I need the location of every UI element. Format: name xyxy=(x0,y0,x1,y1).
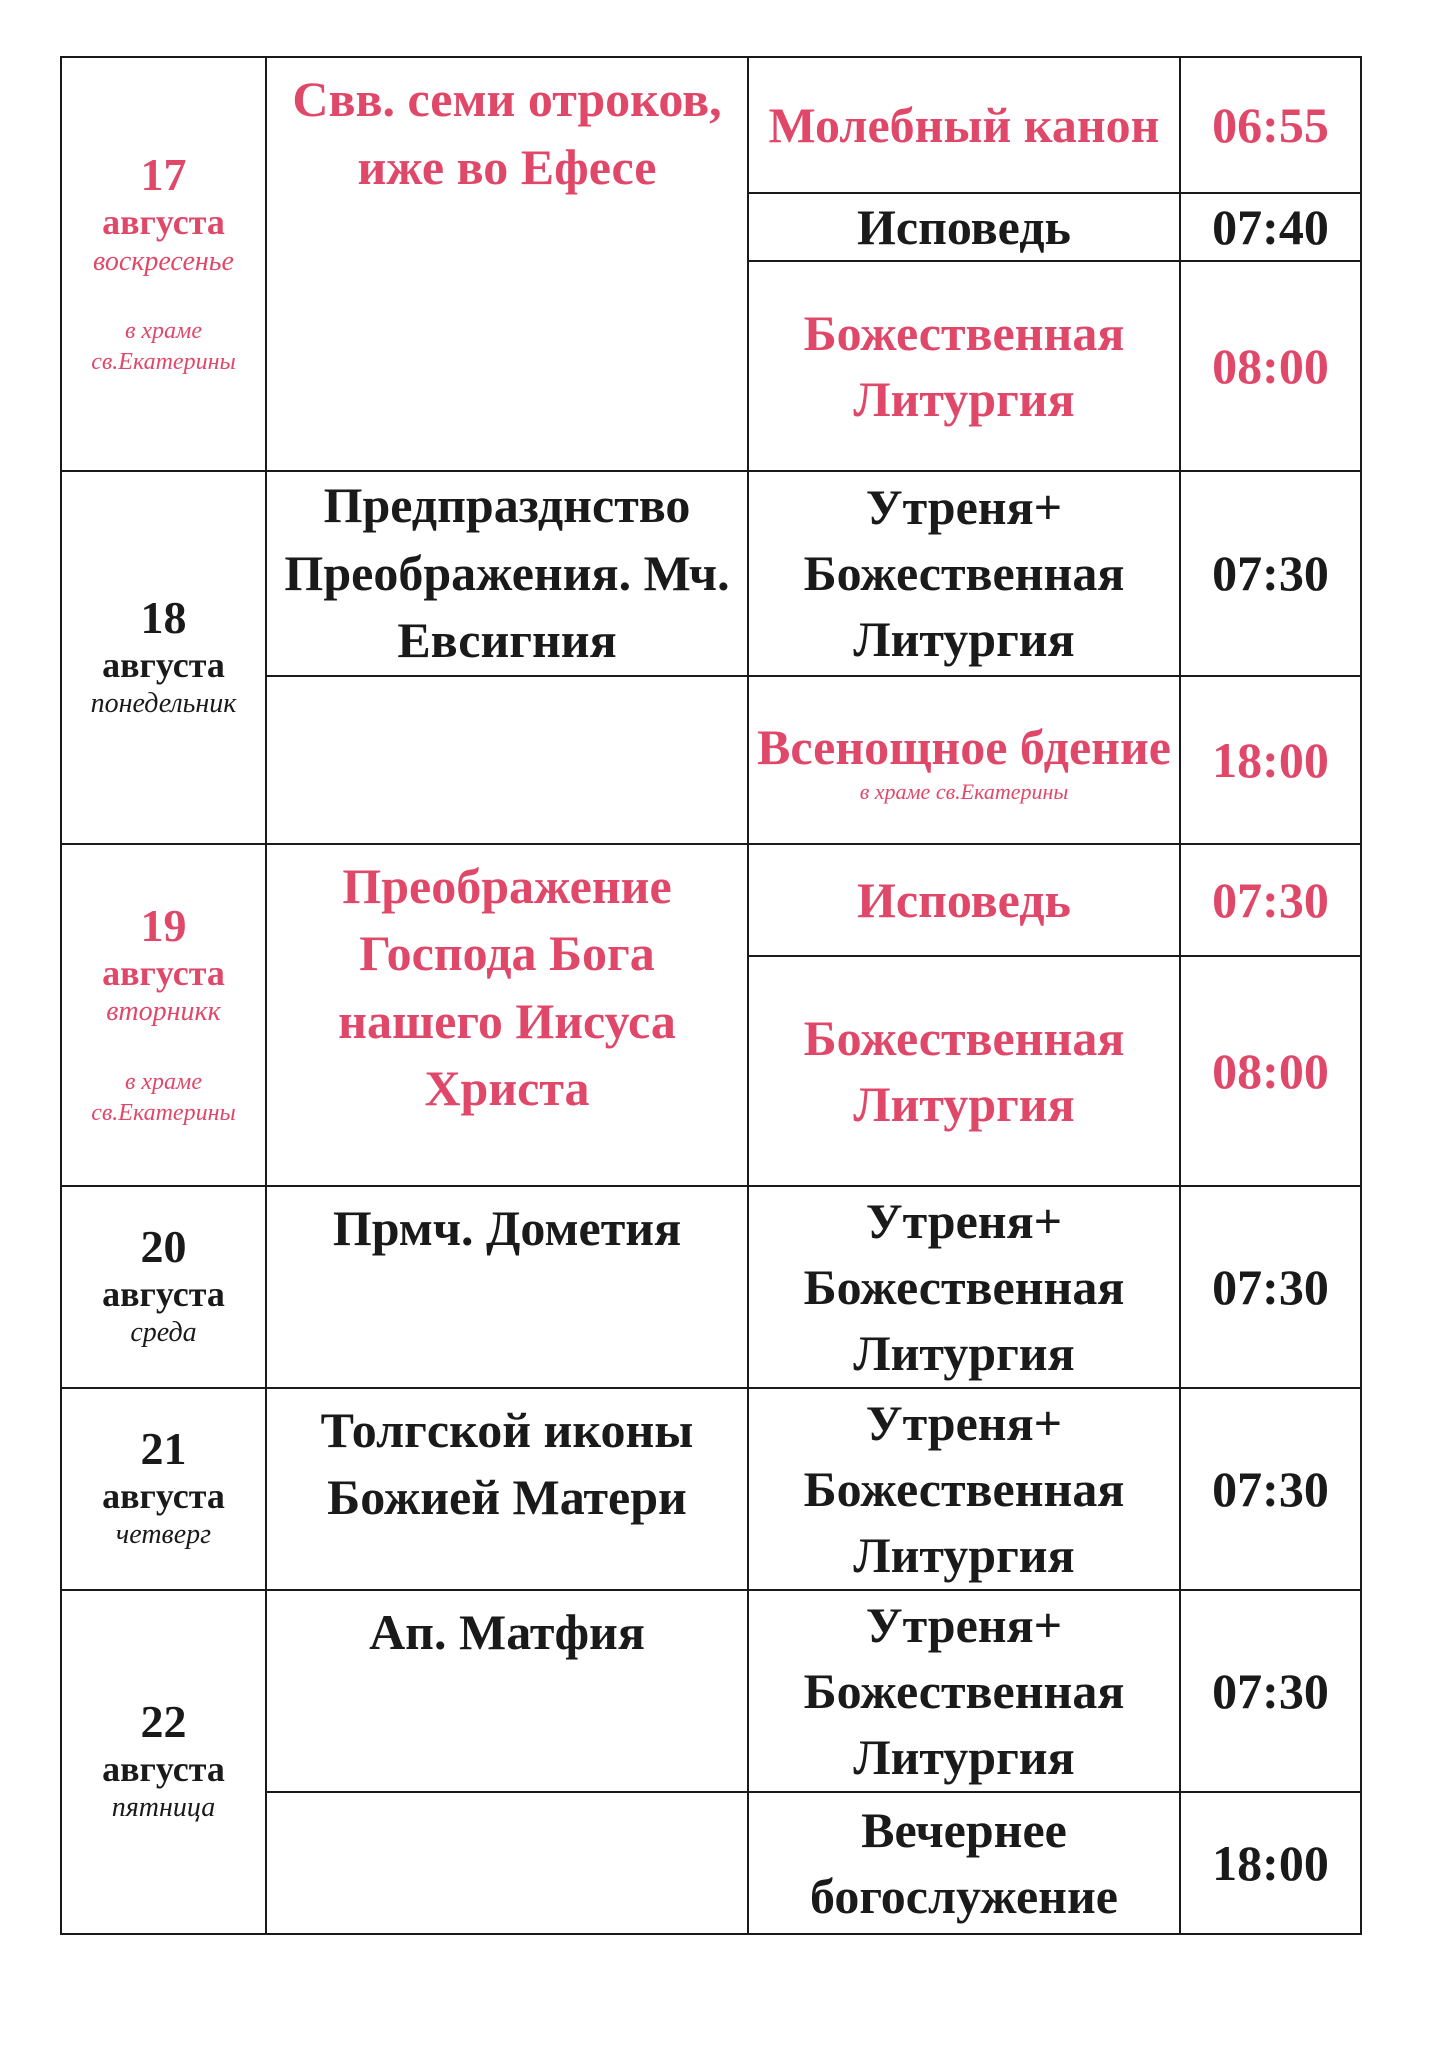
day-number: 19 xyxy=(140,899,187,951)
service-time: 18:00 xyxy=(1212,731,1329,788)
date-cell xyxy=(61,1388,266,1590)
day-number: 22 xyxy=(140,1696,187,1748)
time-cell xyxy=(1180,1186,1361,1388)
schedule-table xyxy=(60,56,1362,1935)
location-note: в храме св.Екатерины xyxy=(91,1068,236,1126)
day-number: 21 xyxy=(140,1423,187,1475)
time-cell xyxy=(1180,471,1361,676)
month-label: августа xyxy=(102,1274,225,1315)
time-cell xyxy=(1180,261,1361,471)
day-number: 17 xyxy=(140,149,187,201)
time-cell xyxy=(1180,1792,1361,1934)
weekday-label: пятница xyxy=(111,1792,216,1824)
service-cell xyxy=(748,1186,1180,1388)
service-name: Божественная Литургия xyxy=(803,305,1125,427)
time-cell xyxy=(1180,844,1361,956)
time-cell xyxy=(1180,193,1361,261)
service-name: Утреня+ Божественная Литургия xyxy=(803,479,1125,668)
time-cell xyxy=(1180,1590,1361,1792)
table-row xyxy=(61,57,1361,193)
service-name: Утреня+ Божественная Литургия xyxy=(803,1192,1125,1381)
service-time: 07:30 xyxy=(1212,871,1329,928)
weekday-label: понедельник xyxy=(90,688,237,720)
table-row xyxy=(61,1186,1361,1388)
weekday-label: вторникк xyxy=(106,996,221,1028)
service-cell xyxy=(748,1590,1180,1792)
service-name: Утреня+ Божественная Литургия xyxy=(803,1394,1125,1583)
feast-cell-empty xyxy=(266,1792,748,1934)
service-cell xyxy=(748,57,1180,193)
service-cell xyxy=(748,471,1180,676)
feast-cell xyxy=(266,1186,748,1388)
feast-title: Свв. семи отроков, иже во Ефесе xyxy=(292,71,722,195)
weekday-label: воскресенье xyxy=(93,245,234,277)
service-time: 06:55 xyxy=(1212,97,1329,153)
table-row xyxy=(61,1590,1361,1792)
service-time: 08:00 xyxy=(1212,338,1329,394)
date-cell xyxy=(61,844,266,1186)
service-time: 07:30 xyxy=(1212,1258,1329,1315)
service-name: Всенощное бдение xyxy=(757,719,1171,776)
month-label: августа xyxy=(102,1749,225,1790)
feast-cell xyxy=(266,1590,748,1792)
weekday-label: среда xyxy=(130,1317,197,1349)
service-name: Божественная Литургия xyxy=(803,1009,1125,1132)
date-cell xyxy=(61,57,266,471)
date-cell xyxy=(61,471,266,844)
location-note: в храме св.Екатерины xyxy=(91,318,236,376)
service-cell xyxy=(748,956,1180,1186)
service-cell xyxy=(748,261,1180,471)
weekday-label: четверг xyxy=(115,1519,212,1551)
service-name: Исповедь xyxy=(857,199,1071,255)
service-name: Вечернее богослужение xyxy=(810,1801,1118,1924)
day-number: 18 xyxy=(140,591,187,643)
time-cell xyxy=(1180,57,1361,193)
feast-cell xyxy=(266,1388,748,1590)
table-row xyxy=(61,1388,1361,1590)
feast-title: Ап. Матфия xyxy=(369,1603,645,1660)
service-name: Утреня+ Божественная Литургия xyxy=(803,1596,1125,1785)
date-cell xyxy=(61,1186,266,1388)
service-time: 07:30 xyxy=(1212,545,1329,602)
month-label: августа xyxy=(102,202,225,243)
service-cell xyxy=(748,1388,1180,1590)
time-cell xyxy=(1180,1388,1361,1590)
feast-cell xyxy=(266,844,748,1186)
service-name: Исповедь xyxy=(857,871,1071,928)
service-time: 07:40 xyxy=(1212,199,1329,255)
service-name: Молебный канон xyxy=(768,97,1160,153)
feast-title: Преображение Господа Бога нашего Иисуса Христа xyxy=(338,857,676,1116)
month-label: августа xyxy=(102,952,225,993)
feast-title: Предпразднство Преображения. Мч. Евсигния xyxy=(284,477,730,668)
time-cell xyxy=(1180,956,1361,1186)
service-cell xyxy=(748,676,1180,844)
service-time: 08:00 xyxy=(1212,1042,1329,1099)
table-row xyxy=(61,471,1361,676)
feast-cell xyxy=(266,57,748,471)
time-cell xyxy=(1180,676,1361,844)
feast-cell xyxy=(266,471,748,676)
service-location-note: в храме св.Екатерины xyxy=(859,779,1069,805)
service-cell xyxy=(748,844,1180,956)
service-time: 07:30 xyxy=(1212,1460,1329,1517)
feast-cell-empty xyxy=(266,676,748,844)
table-row xyxy=(61,844,1361,956)
feast-title: Прмч. Дометия xyxy=(332,1199,682,1256)
month-label: августа xyxy=(102,1476,225,1517)
service-cell xyxy=(748,1792,1180,1934)
month-label: августа xyxy=(102,644,225,685)
service-time: 07:30 xyxy=(1212,1662,1329,1719)
feast-title: Толгской иконы Божией Матери xyxy=(320,1401,694,1525)
service-time: 18:00 xyxy=(1212,1834,1329,1891)
service-cell xyxy=(748,193,1180,261)
day-number: 20 xyxy=(140,1221,187,1273)
date-cell xyxy=(61,1590,266,1934)
